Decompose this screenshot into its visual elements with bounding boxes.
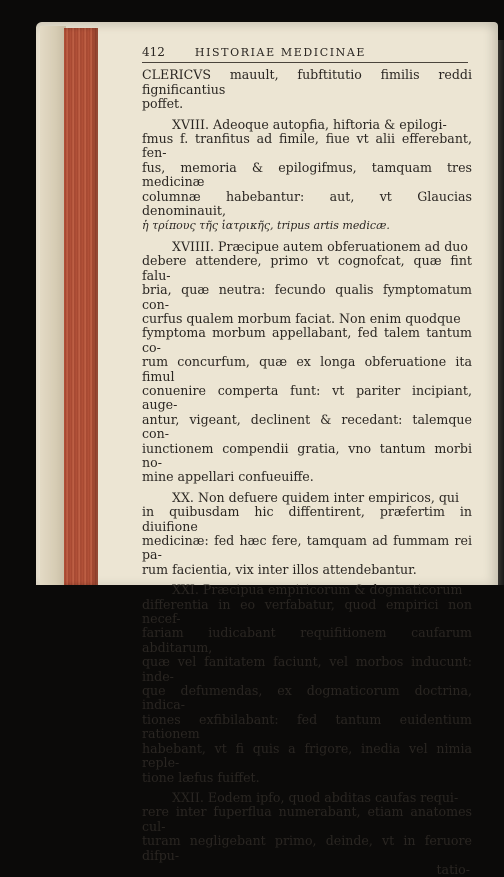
text-line: antur, vigeant, declinent & recedant: talemque con- bbox=[142, 411, 472, 442]
text-line: bria, quæ neutra: fecundo qualis fymptomatum con- bbox=[142, 282, 472, 312]
paragraph-xx bbox=[142, 491, 472, 577]
text-line: medicinæ: fed hæc fere, tamquam ad fummam rei pa- bbox=[142, 533, 472, 563]
text-line: turam negligebant primo, deinde, vt in feruore difpu- bbox=[142, 833, 472, 863]
text-line: fariam iudicabant requifitionem caufarum abditarum, bbox=[142, 625, 472, 655]
text-line: tiones exfibilabant: fed tantum euidentium rationem bbox=[142, 711, 472, 742]
text-line: conuenire comperta funt: vt pariter incipiant, auge- bbox=[142, 382, 472, 413]
paragraph-xxi bbox=[142, 583, 472, 785]
text-line: fus, memoria & epilogifmus, tamquam tres medicinæ bbox=[142, 159, 472, 190]
text-line: fmus f. tranfitus ad fimile, fiue vt alii efferebant, fen- bbox=[142, 131, 472, 161]
paragraph-1 bbox=[142, 68, 472, 111]
text-line: curfus qualem morbum faciat. Non enim quodque bbox=[142, 310, 461, 326]
paragraph-xviii bbox=[142, 118, 472, 234]
text-line: quæ vel fanitatem faciunt, vel morbos inducunt: inde- bbox=[142, 654, 472, 684]
paragraph-xviiii bbox=[142, 240, 472, 485]
text-line: debere attendere, primo vt cognofcat, quæ fint falu- bbox=[142, 253, 472, 283]
text-line: poffet. bbox=[142, 96, 184, 112]
running-title: HISTORIAE MEDICINAE bbox=[194, 46, 367, 59]
text-line: rere inter fuperflua numerabant, etiam anatomes cul- bbox=[142, 804, 472, 834]
text-line: mine appellari confueuiffe. bbox=[142, 469, 314, 485]
text-line: XVIIII. Præcipue autem obferuationem ad duo bbox=[172, 238, 468, 254]
text-line: rum concurfum, quæ ex longa obferuatione ita fimul bbox=[142, 354, 472, 384]
text-line: in quibusdam hic diffentirent, præfertim in diuifione bbox=[142, 504, 472, 534]
text-line: XX. Non defuere quidem inter empiricos, qui bbox=[172, 489, 460, 505]
text-line: XVIII. Adeoque autopfia, hiftoria & epilogi- bbox=[172, 116, 447, 132]
text-line: ἡ τρίπους τῆς ἰατρικῆς, tripus artis medicæ. bbox=[142, 219, 390, 233]
page-gutter bbox=[40, 26, 66, 585]
text-line: CLERICVS mauult, fubftitutio fimilis reddi fignificantius bbox=[142, 67, 472, 97]
text-line: XXI. Præcipua empiricorum & dogmaticorum bbox=[172, 582, 463, 598]
page-text-block bbox=[142, 45, 472, 877]
catchword: tatio- bbox=[436, 861, 470, 877]
text-line: habebant, vt fi quis a frigore, inedia vel nimia reple- bbox=[142, 740, 472, 771]
text-line: que defumendas, ex dogmaticorum doctrina, indica- bbox=[142, 683, 472, 713]
text-line: XXII. Eodem ipfo, quod abditas caufas requi- bbox=[172, 789, 459, 805]
red-fore-edge bbox=[64, 28, 98, 585]
text-line: iunctionem compendii gratia, vno tantum morbi no- bbox=[142, 440, 472, 470]
page-number: 412 bbox=[142, 45, 165, 59]
running-header bbox=[142, 45, 468, 63]
text-line: columnæ habebantur: aut, vt Glaucias denominauit, bbox=[142, 188, 472, 219]
paragraph-xxii bbox=[142, 791, 472, 863]
text-line: fymptoma morbum appellabant, fed talem tantum co- bbox=[142, 325, 472, 355]
text-line: rum facientia, vix inter illos attendebantur. bbox=[142, 561, 417, 577]
text-line: tione læfus fuiffet. bbox=[142, 769, 260, 785]
text-line: differentia in eo verfabatur, quod empirici non necef- bbox=[142, 596, 472, 627]
